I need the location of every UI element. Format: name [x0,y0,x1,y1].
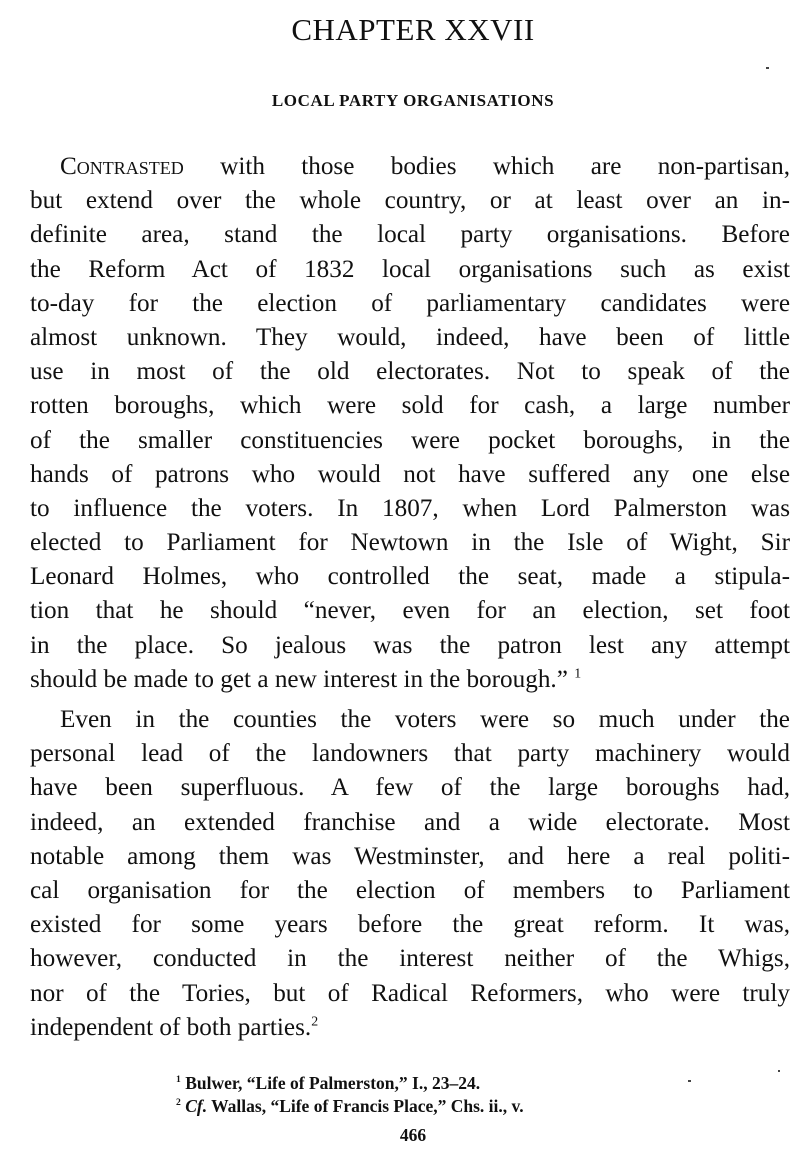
paragraph-line: to-day for the election of parliamentary candidates were [30,289,790,317]
paragraph-1 [30,150,790,697]
footnote-ref-1[interactable]: 1 [574,665,582,681]
paragraph-line: but extend over the whole country, or at least over an in- [30,187,790,215]
paragraph-line: have been superfluous. A few of the large boroughs had, [30,774,790,802]
paragraph-line: Contrasted with those bodies which are non-partisan, [60,153,790,180]
paragraph-line: existed for some years before the great reform. It was, [30,911,790,939]
scan-speck [688,1080,691,1082]
paragraph-line: Even in the counties the voters were so much under the [60,706,790,733]
paragraph-line: definite area, stand the local party organisations. Before [30,221,790,249]
footnote-text: Bulwer, “Life of Palmerston,” I., 23–24. [185,1073,481,1093]
paragraph-line: hands of patrons who would not have suffered any one else [30,460,790,488]
paragraph-line: the Reform Act of 1832 local organisations such as exist [30,255,790,283]
paragraph-line: personal lead of the landowners that party machinery would [30,740,790,768]
paragraph-line: use in most of the old electorates. Not to speak of the [30,358,790,386]
footnotes [0,1072,810,1118]
scan-speck [766,67,769,69]
page-number: 466 [399,1125,427,1145]
paragraph-line: in the place. So jealous was the patron lest any attempt [30,631,790,659]
paragraph-line: nor of the Tories, but of Radical Reformers, who were truly [30,979,790,1007]
footnote-mark: 2 [176,1097,181,1109]
footnote-ref-2[interactable]: 2 [311,1013,319,1029]
paragraph-line: almost unknown. They would, indeed, have been of little [30,323,790,351]
section-title: LOCAL PARTY ORGANISATIONS [271,91,555,110]
paragraph-line: cal organisation for the election of members to Parliament [30,876,790,904]
footnote-2 [0,1095,810,1118]
paragraph-line: independent of both parties.$^2$ [30,1013,319,1041]
lead-word: Contrasted [60,153,184,180]
paragraph-line: rotten boroughs, which were sold for cash, a large number [30,392,790,420]
paragraph-line: of the smaller constituencies were pocket boroughs, in the [30,426,790,454]
chapter-title: CHAPTER XXVII [291,12,535,47]
paragraph-2 [30,703,790,1045]
footnote-text: Wallas, “Life of Francis Place,” Chs. ii., v. [207,1096,524,1116]
paragraph-line: should be made to get a new interest in the borough.” $^1$ [30,665,582,693]
paragraph-line: to influence the voters. In 1807, when Lord Palmerston was [30,494,790,522]
scan-speck [778,1070,780,1072]
paragraph-line: Leonard Holmes, who controlled the seat, made a stipula- [30,563,790,591]
paragraph-line: tion that he should “never, even for an election, set foot [30,597,790,625]
footnote-1 [0,1072,810,1095]
paragraph-line: indeed, an extended franchise and a wide electorate. Most [30,808,790,836]
paragraph-line: notable among them was Westminster, and here a real politi- [30,842,790,870]
footnote-mark: 1 [176,1074,181,1086]
paragraph-line: elected to Parliament for Newtown in the Isle of Wight, Sir [30,529,790,557]
paragraph-line: however, conducted in the interest neither of the Whigs, [30,945,790,973]
footnote-cf: Cf. [185,1096,208,1116]
